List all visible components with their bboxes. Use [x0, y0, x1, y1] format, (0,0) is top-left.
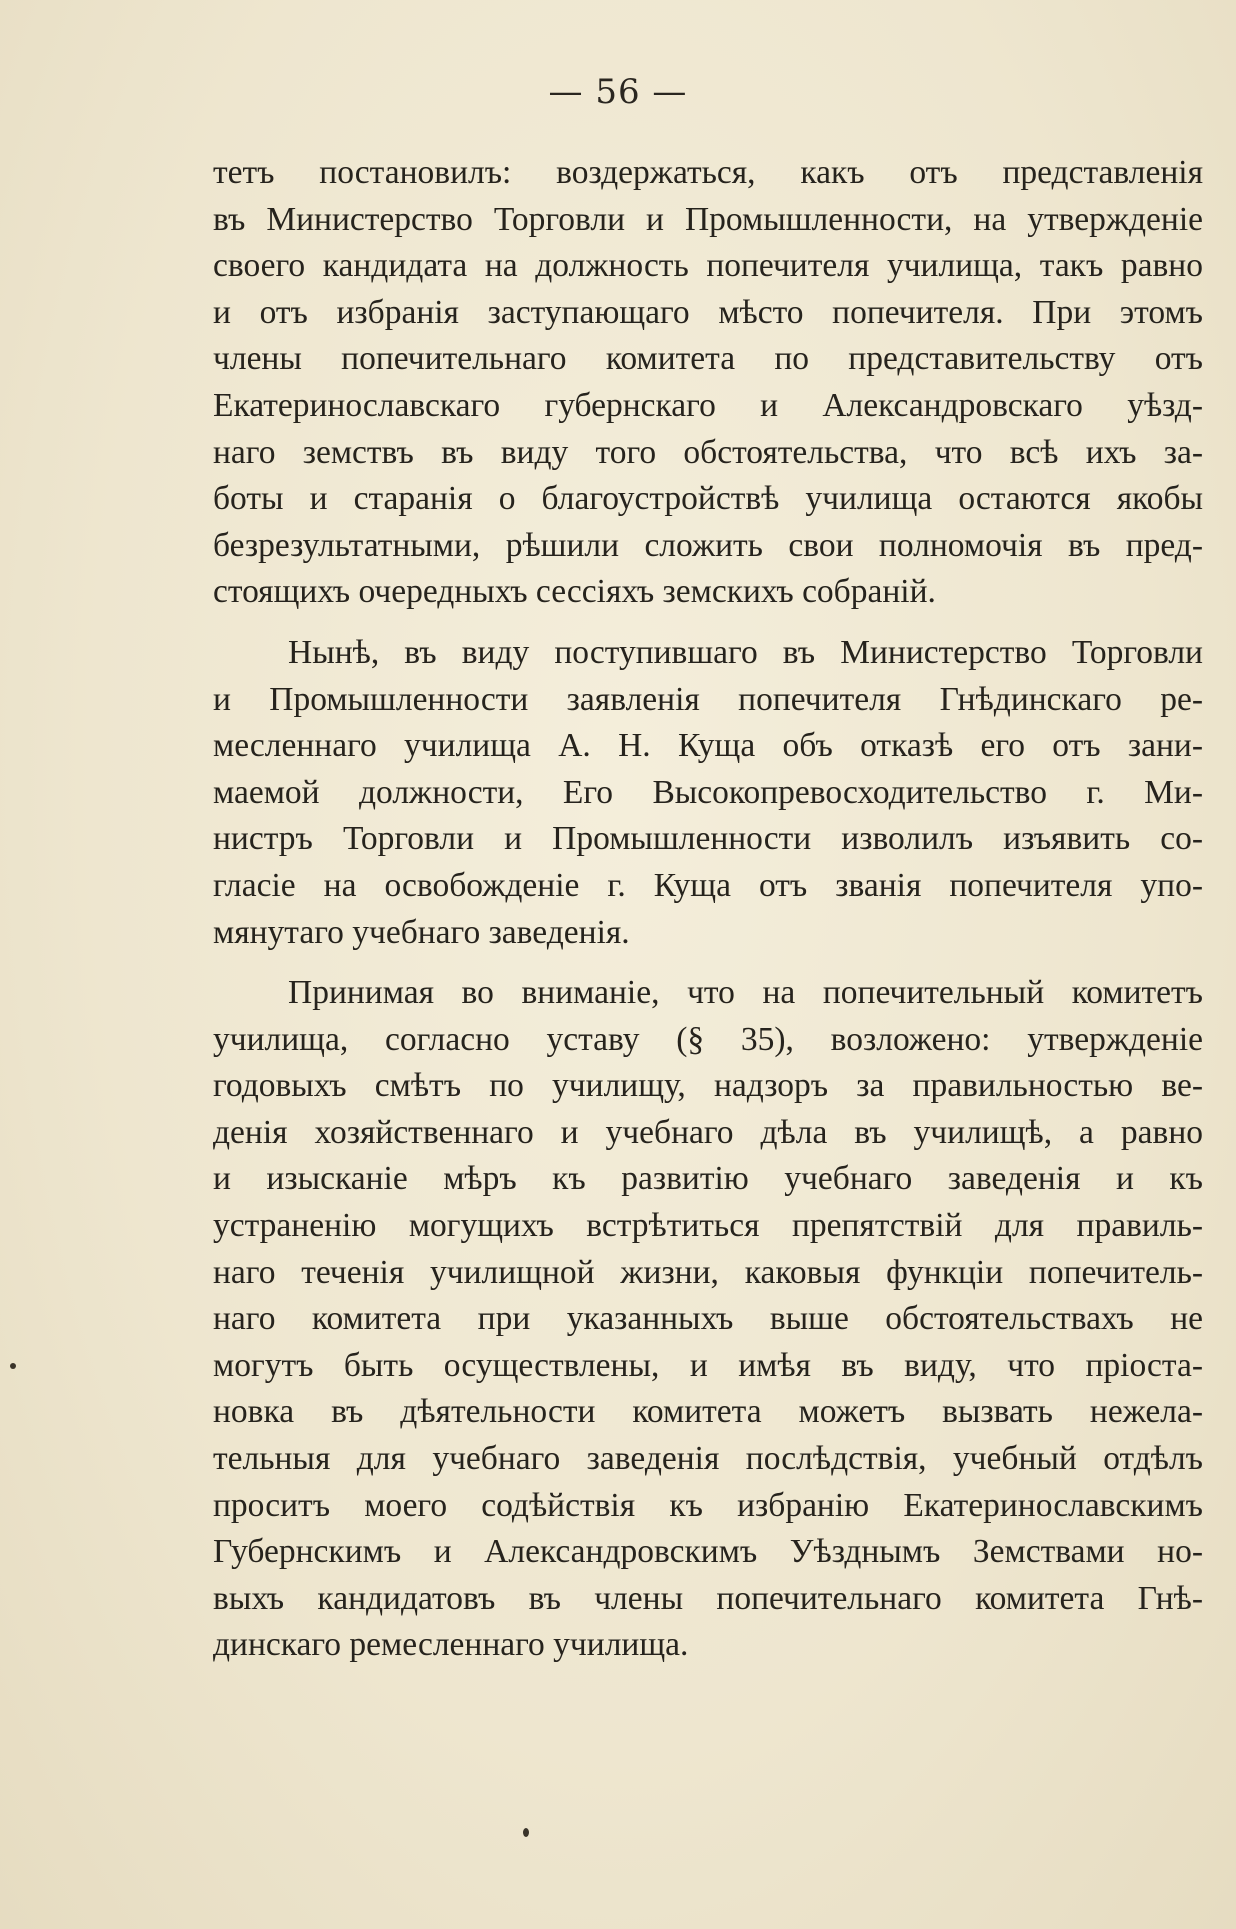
text-line: стоящихъ очередныхъ сессіяхъ земскихъ собраній. [213, 573, 936, 611]
text-line: Губернскимъ и Александровскимъ Уѣзднымъ Земствами но- [213, 1533, 1203, 1571]
text-line: безрезультатными, рѣшили сложить свои полномочія въ пред- [213, 526, 1203, 564]
text-line: маемой должности, Его Высокопревосходительство г. Ми- [213, 773, 1203, 811]
text-line: годовыхъ смѣтъ по училищу, надзоръ за правильностью ве- [213, 1067, 1203, 1105]
ink-speck [10, 1363, 16, 1369]
page-number: — 56 — [548, 72, 688, 112]
text-line: гласіе на освобожденіе г. Куща отъ званія попечителя упо- [213, 866, 1203, 904]
text-line: нистръ Торговли и Промышленности изволилъ изъявить со- [213, 820, 1203, 858]
body-text [213, 150, 1203, 1669]
text-line: выхъ кандидатовъ въ члены попечительнаго комитета Гнѣ- [213, 1579, 1203, 1617]
text-line: наго комитета при указанныхъ выше обстоятельствахъ не [213, 1300, 1203, 1338]
ink-speck [523, 1828, 529, 1837]
text-line: мянутаго учебнаго заведенія. [213, 913, 630, 951]
text-line: тельныя для учебнаго заведенія послѣдствія, учебный отдѣлъ [213, 1440, 1203, 1478]
paragraph-2 [213, 630, 1203, 956]
text-line: Екатеринославскаго губернскаго и Александровскаго уѣзд- [213, 386, 1203, 424]
text-line: проситъ моего содѣйствія къ избранію Екатеринославскимъ [213, 1486, 1203, 1524]
text-line: новка въ дѣятельности комитета можетъ вызвать нежела- [213, 1393, 1203, 1431]
text-line: динскаго ремесленнаго училища. [213, 1626, 689, 1664]
paragraph-3 [213, 970, 1203, 1669]
text-line: устраненію могущихъ встрѣтиться препятствій для правиль- [213, 1207, 1203, 1245]
paragraph-gap [213, 956, 1203, 970]
text-line: Нынѣ, въ виду поступившаго въ Министерство Торговли [288, 633, 1203, 671]
text-line: могутъ быть осуществлены, и имѣя въ виду, что пріоста- [213, 1346, 1203, 1384]
text-line: въ Министерство Торговли и Промышленности, на утвержденіе [213, 200, 1203, 238]
text-line: училища, согласно уставу (§ 35), возложено: утвержденіе [213, 1020, 1203, 1058]
text-line: наго теченія училищной жизни, каковыя функціи попечитель- [213, 1253, 1203, 1291]
text-line: денія хозяйственнаго и учебнаго дѣла въ училищѣ, а равно [213, 1113, 1203, 1151]
text-line: Принимая во вниманіе, что на попечительный комитетъ [288, 974, 1203, 1012]
text-line: члены попечительнаго комитета по представительству отъ [213, 340, 1203, 378]
text-line: наго земствъ въ виду того обстоятельства, что всѣ ихъ за- [213, 433, 1203, 471]
text-line: своего кандидата на должность попечителя училища, такъ равно [213, 247, 1203, 285]
text-line: боты и старанія о благоустройствѣ училища остаются якобы [213, 480, 1203, 518]
text-line: тетъ постановилъ: воздержаться, какъ отъ представленія [213, 154, 1203, 191]
paragraph-gap [213, 616, 1203, 630]
text-line: и Промышленности заявленія попечителя Гнѣдинскаго ре- [213, 680, 1203, 718]
text-line: и изысканіе мѣръ къ развитію учебнаго заведенія и къ [213, 1160, 1203, 1198]
text-line: и отъ избранія заступающаго мѣсто попечителя. При этомъ [213, 293, 1203, 331]
paragraph-1 [213, 150, 1203, 616]
text-line: месленнаго училища А. Н. Куща объ отказѣ его отъ зани- [213, 727, 1203, 765]
